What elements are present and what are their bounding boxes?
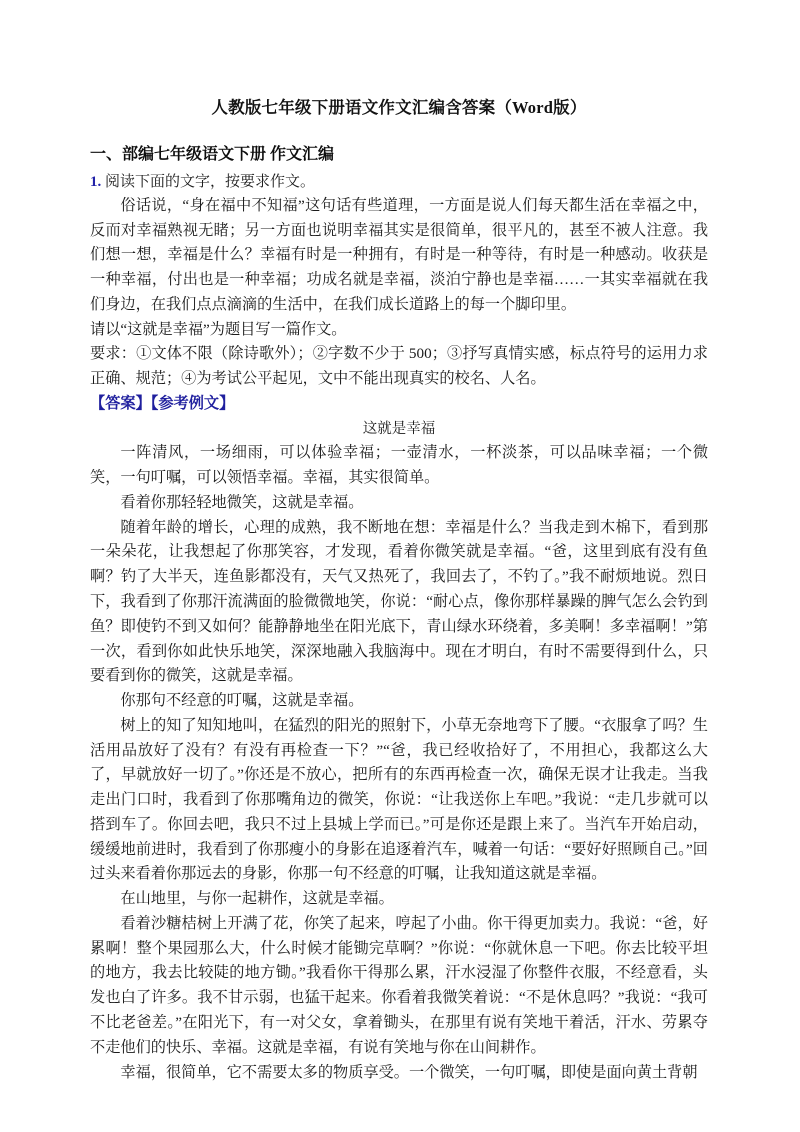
essay-title: 这就是幸福 <box>362 420 436 437</box>
essay-paragraph: 在山地里，与你一起耕作，这就是幸福。 <box>120 890 394 908</box>
essay-paragraph: 一阵清风，一场细雨，可以体验幸福；一壶清水，一杯淡茶，可以品味幸福；一个微笑，一句叮嘱，可以领悟幸福。幸福，其实很简单。 <box>90 444 708 487</box>
prompt-paragraph: 俗话说，“身在福中不知福”这句话有些道理，一方面是说人们每天都生活在幸福之中，反而对幸福熟视无睹；另一方面也说明幸福其实是很简单，很平凡的，甚至不被人注意。我们想一想，幸福是什么？幸福有时是一种拥有，有时是一种等待，有时是一种感动。收获是一种幸福，付出也是一种幸福；功成名就是幸福，淡泊宁静也是幸福……一其实幸福就在我们身边，在我们点点滴滴的生活中，在我们成长道路上的每一个脚印里。 <box>90 196 708 313</box>
document-title: 人教版七年级下册语文作文汇编含答案（Word版） <box>211 98 587 117</box>
question-number: 1. <box>90 173 102 190</box>
document-content <box>90 96 708 1085</box>
requirements-line: 要求：①文体不限（除诗歌外）；②字数不少于 500；③抒写真情实感，标点符号的运用力求正确、规范；④为考试公平起见，文中不能出现真实的校名、人名。 <box>90 345 708 388</box>
section-heading: 一、部编七年级语文下册 作文汇编 <box>90 145 335 163</box>
question-line <box>90 170 708 194</box>
question-prompt: 阅读下面的文字，按要求作文。 <box>105 173 316 190</box>
essay-paragraph: 看着你那轻轻地微笑，这就是幸福。 <box>120 493 364 511</box>
essay-paragraph: 随着年龄的增长，心理的成熟，我不断地在想：幸福是什么？当我走到木棉下，看到那一朵朵花，让我想起了你那笑容，才发现，看着你微笑就是幸福。“爸，这里到底有没有鱼啊？钓了大半天，连鱼影都没有，天气又热死了，我回去了，不钓了。”我不耐烦地说。烈日下，我看到了你那汗流满面的脸微微地笑，你说：“耐心点，像你那样暴躁的脾气怎么会钓到鱼？即使钓不到又如何？能静静地坐在阳光底下，青山绿水环绕着，多美啊！多幸福啊！”第一次，看到你如此快乐地笑，深深地融入我脑海中。现在才明白，有时不需要得到什么，只要看到你的微笑，这就是幸福。 <box>90 518 708 685</box>
answer-label: 【答案】【参考例文】 <box>90 394 235 412</box>
task-line: 请以“这就是幸福”为题目写一篇作文。 <box>90 320 347 338</box>
essay-paragraph: 树上的知了知知地叫，在猛烈的阳光的照射下，小草无奈地弯下了腰。“衣服拿了吗？生活用品放好了没有？有没有再检查一下？”“爸，我已经收拾好了，不用担心，我都这么大了，早就放好一切了。”你还是不放心，把所有的东西再检查一次，确保无误才让我走。当我走出门口时，我看到了你那嘴角边的微笑，你说：“让我送你上车吧。”我说：“走几步就可以搭到车了。你回去吧，我只不过上县城上学而已。”可是你还是跟上来了。当汽车开始启动，缓缓地前进时，我看到了你那瘦小的身影在追逐着汽车，喊着一句话：“要好好照顾自己。”回过头来看着你那远去的身影，你那一句不经意的叮嘱，让我知道这就是幸福。 <box>90 716 708 883</box>
essay-paragraph: 你那句不经意的叮嘱，这就是幸福。 <box>120 692 364 710</box>
essay-paragraph: 看着沙糖桔树上开满了花，你笑了起来，哼起了小曲。你干得更加卖力。我说：“爸，好累啊！整个果园那么大，什么时候才能锄完草啊？”你说：“你就休息一下吧。你去比较平坦的地方，我去比较陡的地方锄。”我看你干得那么累，汗水浸湿了你整件衣服，不经意看，头发也白了许多。我不甘示弱，也猛干起来。你看着我微笑着说：“不是休息吗？”我说：“我可不比老爸差。”在阳光下，有一对父女，拿着锄头，在那里有说有笑地干着活，汗水、劳累夺不走他们的快乐、幸福。这就是幸福，有说有笑地与你在山间耕作。 <box>90 914 708 1056</box>
essay-paragraph: 幸福，很简单，它不需要太多的物质享受。一个微笑，一句叮嘱，即使是面向黄土背朝 <box>120 1063 698 1081</box>
